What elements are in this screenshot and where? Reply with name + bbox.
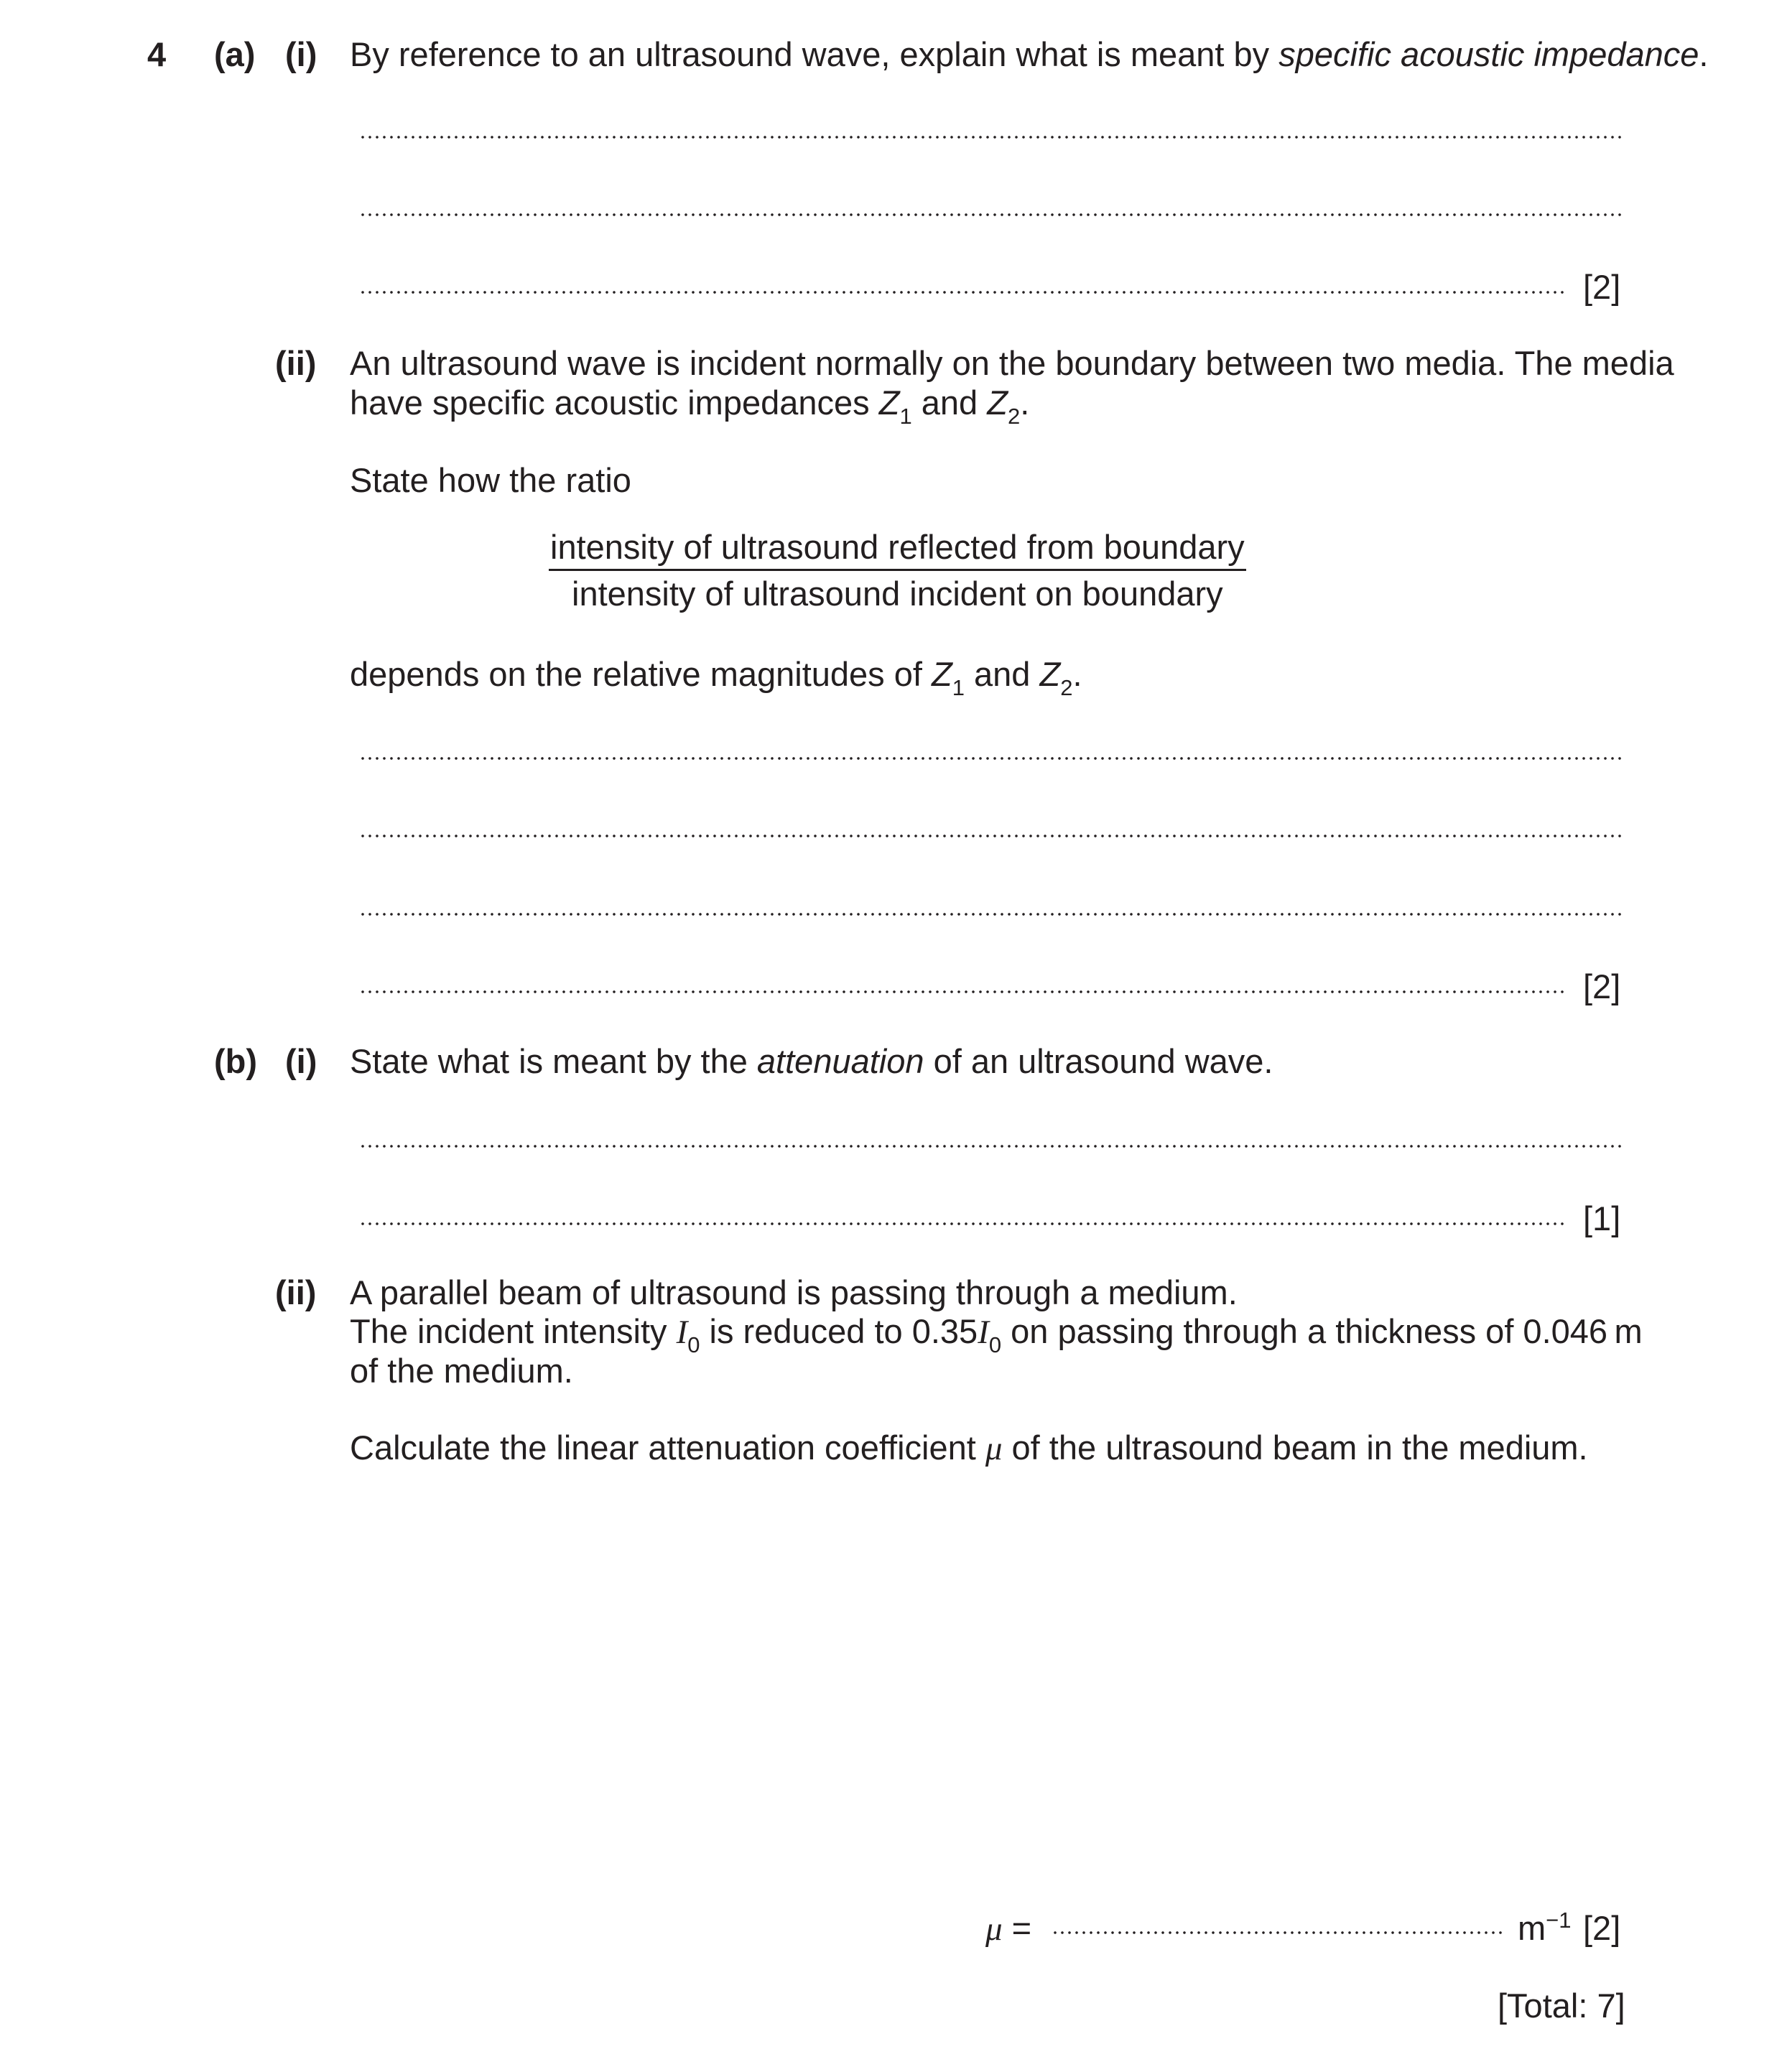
question-b-ii-line3: of the medium. [350, 1352, 573, 1390]
answer-line[interactable] [359, 990, 1566, 993]
part-a-label: (a) [214, 35, 256, 73]
answer-line[interactable] [359, 291, 1566, 294]
answer-line[interactable] [359, 913, 1623, 916]
calculate-text: Calculate the linear attenuation coefficient μ of the ultrasound beam in the medium. [350, 1428, 1588, 1467]
subpart-i-label: (i) [285, 1042, 317, 1080]
marks-b-ii: [2] [1583, 1909, 1621, 1947]
mu-answer-line[interactable] [1052, 1931, 1504, 1934]
question-a-ii-line2: have specific acoustic impedances $Z_1$ and $Z_2$. [350, 384, 1030, 429]
fraction-numerator: intensity of ultrasound reflected from boundary [549, 527, 1246, 571]
part-b-label: (b) [214, 1042, 258, 1080]
question-a-i-text: By reference to an ultrasound wave, explain what is meant by specific acoustic impedance. [350, 35, 1709, 73]
subpart-ii-label: (ii) [275, 344, 317, 382]
question-b-ii-line2: The incident intensity $I_0$ is reduced to $0.35I_0$ on passing through a thickness of 0.046 m [350, 1312, 1643, 1357]
answer-line[interactable] [359, 757, 1623, 760]
question-b-i-text: State what is meant by the attenuation of an ultrasound wave. [350, 1042, 1273, 1080]
question-b-ii-line1: A parallel beam of ultrasound is passing through a medium. [350, 1273, 1238, 1311]
subpart-ii-label: (ii) [275, 1273, 317, 1311]
question-a-ii-line1: An ultrasound wave is incident normally on the boundary between two media. The media [350, 344, 1674, 382]
depends-text: depends on the relative magnitudes of $Z_1$ and $Z_2$. [350, 655, 1082, 700]
answer-unit: $m^{-1}$ [1518, 1908, 1572, 1947]
intensity-ratio-fraction [549, 527, 1246, 614]
mu-answer-label: μ = [985, 1909, 1032, 1948]
state-ratio-text: State how the ratio [350, 461, 631, 499]
answer-line[interactable] [359, 1145, 1623, 1148]
answer-line[interactable] [359, 213, 1623, 216]
marks-a-ii: [2] [1583, 967, 1621, 1005]
answer-line[interactable] [359, 1222, 1566, 1225]
total-marks: [Total: 7] [1498, 1987, 1625, 2025]
marks-a-i: [2] [1583, 268, 1621, 306]
answer-line[interactable] [359, 136, 1623, 139]
subpart-i-label: (i) [285, 35, 317, 73]
fraction-denominator: intensity of ultrasound incident on boundary [572, 575, 1223, 613]
question-number: 4 [147, 35, 167, 73]
answer-line[interactable] [359, 835, 1623, 837]
marks-b-i: [1] [1583, 1199, 1621, 1237]
